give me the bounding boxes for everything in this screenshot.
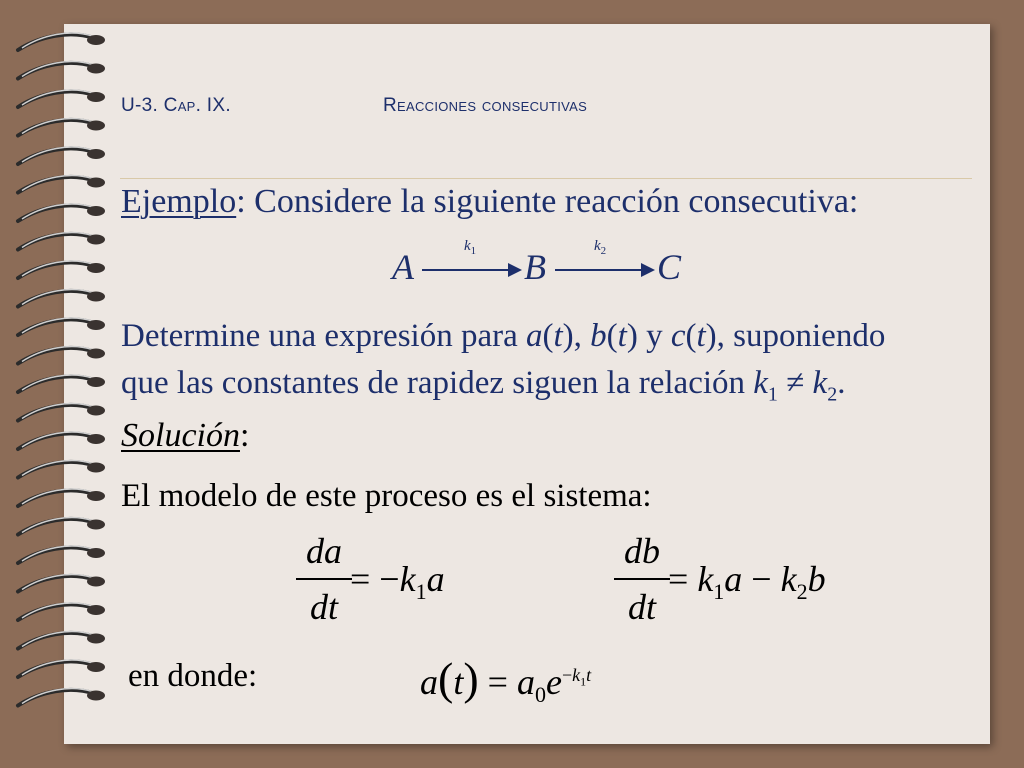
reaction-scheme [392,238,692,294]
example-text: : Considere la siguiente reacción consecutiva: [236,183,859,220]
problem-line-1: Determine una expresión para a(t), b(t) y c(t), suponiendo [121,318,886,354]
spiral-binding [0,0,120,768]
solution-heading [121,417,249,455]
arrow-2-icon [555,260,655,280]
header-divider [120,178,972,179]
eq1-rhs: = $-k_1a$ [350,559,445,605]
problem-statement [121,313,885,419]
eq2-fraction [614,530,670,628]
where-label: en donde: [128,658,258,694]
eq1-fraction [296,530,352,628]
problem-line-2: que las constantes de rapidez siguen la relación $k_1 \ne k_2$. [121,365,846,406]
species-b: B [524,247,546,287]
example-label: Ejemplo [121,183,237,220]
slide-unit-label: U-3. Cap. IX. [121,95,231,116]
eq1-denominator: dt [309,587,338,627]
model-text: El modelo de este proceso es el sistema: [121,478,652,514]
species-a: A [392,247,414,287]
eq2-rhs: = $k_1a - k_2b$ [668,559,826,605]
eq2-denominator: dt [627,587,656,627]
solution-colon: : [239,417,250,454]
rate-constant-k2: $k_2$ [594,238,607,257]
solution-formula: $a(t) = a_0e^{-k_1t}$ [420,653,592,708]
slide-title: Reacciones consecutivas [383,95,588,116]
eq2-numerator: db [624,531,660,571]
example-line [121,183,858,221]
eq1-numerator: da [306,531,342,571]
rate-constant-k1: $k_1$ [464,238,477,257]
solution-label: Solución [121,417,240,454]
arrow-1-icon [422,260,522,280]
species-c: C [657,247,682,287]
